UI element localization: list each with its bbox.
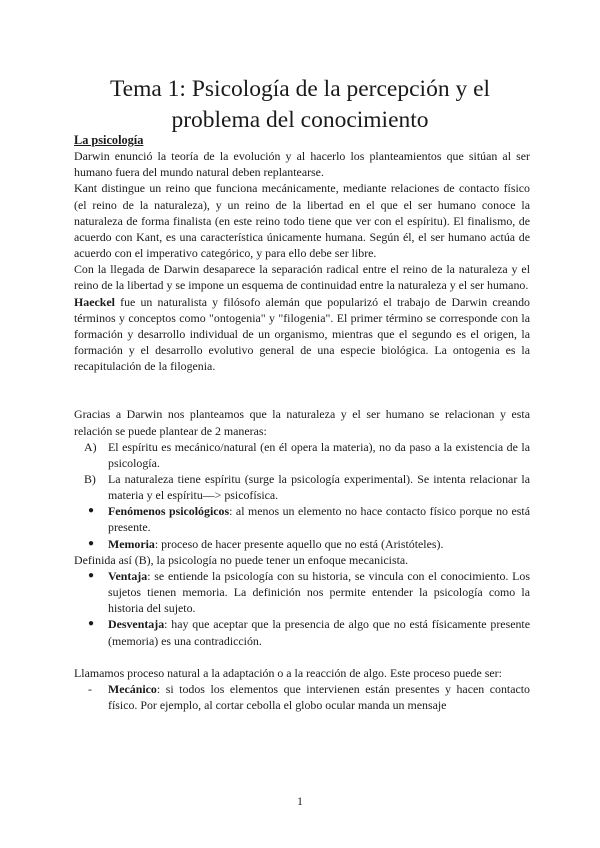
page-title bbox=[60, 74, 540, 136]
bullet-bold-fenomenos: Fenómenos psicológicos bbox=[108, 504, 230, 519]
list-text-a: El espíritu es mecánico/natural (en él opera la materia), no da paso a la existencia de la psicología. bbox=[108, 439, 530, 470]
bullet-text-memoria: : proceso de hacer presente aquello que no está (Aristóteles). bbox=[154, 536, 444, 551]
paragraph-relation: Gracias a Darwin nos planteamos que la naturaleza y el ser humano se relacionan y esta relación se puede plantear de 2 maneras: bbox=[74, 407, 530, 438]
title-line-1: Tema 1: Psicología de la percepción y el bbox=[109, 76, 491, 102]
dash-bold-mecanico: Mecánico bbox=[108, 681, 157, 696]
haeckel-text: fue un naturalista y filósofo alemán que popularizó el trabajo de Darwin creando términos y conceptos como "ontogenia" y "filogenia". El primer término se corresponde con la formación y desarrollo individual de un organismo, mientras que el segundo es el origen, la formación y el desarrollo evolutivo general de una especie biológica. La ontogenia es la recapitulación de la filogenia. bbox=[74, 294, 530, 374]
bullet-icon: ● bbox=[88, 618, 95, 630]
page-number: 1 bbox=[297, 796, 303, 808]
list-item-a bbox=[74, 439, 530, 471]
bullet-icon: ● bbox=[88, 537, 95, 549]
paragraph-haeckel bbox=[74, 294, 530, 375]
list-text-b: La naturaleza tiene espíritu (surge la psicología experimental). Se intenta relacionar la materia y el espíritu—> psicofísica. bbox=[108, 471, 530, 503]
list-item-b bbox=[74, 471, 530, 503]
list-marker-a: A) bbox=[84, 439, 97, 454]
bullet-item-desventaja bbox=[74, 616, 530, 648]
title-line-2: problema del conocimiento bbox=[171, 107, 429, 133]
dash-marker: - bbox=[88, 681, 92, 696]
dash-item-mecanico bbox=[74, 681, 530, 713]
bullet-text-ventaja: : se entiende la psicología con su historia, se vincula con el conocimiento. Los sujetos tienen memoria. La definición nos permite entender la psicología como la historia del sujeto. bbox=[108, 568, 530, 616]
bullet-icon: ● bbox=[88, 505, 95, 517]
document-body bbox=[74, 132, 530, 713]
bullet-bold-desventaja: Desventaja bbox=[108, 617, 165, 632]
paragraph-kant: Kant distingue un reino que funciona mecánicamente, mediante relaciones de contacto físico (el reino de la naturaleza), y un reino de la libertad en el que el ser humano conoce la naturaleza de forma finalista (en este reino todo tiene que ver con el espíritu). El finalismo, de acuerdo con Kant, es una característica únicamente humana. Según él, el ser humano actúa de acuerdo con el imperativo categórico, y para ello debe ser libre. bbox=[74, 181, 530, 261]
bullet-text-fenomenos: : al menos un elemento no hace contacto físico porque no está presente. bbox=[108, 504, 530, 535]
list-marker-b: B) bbox=[84, 471, 96, 486]
bullet-bold-ventaja: Ventaja bbox=[108, 568, 148, 583]
bullet-item-ventaja bbox=[74, 568, 530, 616]
spacer bbox=[74, 649, 530, 665]
paragraph-darwin: Darwin enunció la teoría de la evolución y al hacerlo los planteamientos que sitúan al ser humano fuera del mundo natural deben replantearse. bbox=[74, 149, 530, 180]
bullet-bold-memoria: Memoria bbox=[108, 536, 155, 551]
spacer bbox=[74, 374, 530, 406]
paragraph-definida: Definida así (B), la psicología no puede tener un enfoque mecanicista. bbox=[74, 552, 409, 567]
bullet-item-fenomenos bbox=[74, 503, 530, 535]
section-heading: La psicología bbox=[74, 133, 144, 147]
bullet-item-memoria bbox=[74, 536, 530, 552]
haeckel-bold: Haeckel bbox=[74, 294, 115, 309]
bullet-text-desventaja: : hay que aceptar que la presencia de algo que no está físicamente presente (memoria) es una contradicción. bbox=[108, 617, 530, 648]
paragraph-proceso-natural: Llamamos proceso natural a la adaptación o a la reacción de algo. Este proceso puede ser: bbox=[74, 665, 502, 680]
bullet-icon: ● bbox=[88, 569, 95, 581]
paragraph-continuity: Con la llegada de Darwin desaparece la separación radical entre el reino de la naturaleza y el reino de la libertad y se impone un esquema de continuidad entre la naturaleza y el ser humano. bbox=[74, 262, 530, 293]
dash-text-mecanico: : si todos los elementos que intervienen están presentes y hacen contacto físico. Por ejemplo, al cortar cebolla el globo ocular manda un mensaje bbox=[108, 681, 530, 712]
